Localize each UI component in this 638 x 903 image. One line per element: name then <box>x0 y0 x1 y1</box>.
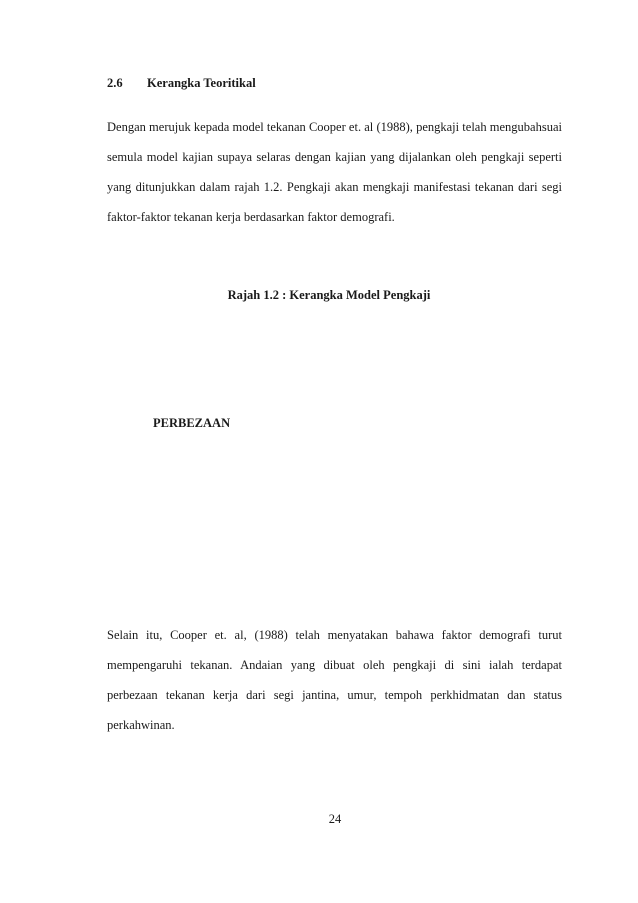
section-number: 2.6 <box>107 76 123 90</box>
figure-caption <box>0 288 638 303</box>
diagram-label-perbezaan: PERBEZAAN <box>153 416 231 430</box>
body-paragraph-demografi: Selain itu, Cooper et. al, (1988) telah menyatakan bahawa faktor demografi turut mempengaruhi tekanan. Andaian yang dibuat oleh pengkaji di sini ialah terdapat perbezaan tekanan kerja dari segi jantina, umur, tempoh perkhidmatan dan status perkahwinan. <box>107 628 562 732</box>
page-number <box>0 812 638 827</box>
section-heading <box>107 76 256 91</box>
figure-caption-text: Rajah 1.2 : Kerangka Model Pengkaji <box>227 288 431 302</box>
page-number-text: 24 <box>328 812 342 826</box>
section-title: Kerangka Teoritikal <box>147 76 256 90</box>
body-paragraph-intro: Dengan merujuk kepada model tekanan Cooper et. al (1988), pengkaji telah mengubahsuai semula model kajian supaya selaras dengan kajian yang dijalankan oleh pengkaji seperti yang ditunjukkan dalam rajah 1.2. Pengkaji akan mengkaji manifestasi tekanan dari segi faktor-faktor tekanan kerja berdasarkan faktor demografi. <box>107 120 562 224</box>
